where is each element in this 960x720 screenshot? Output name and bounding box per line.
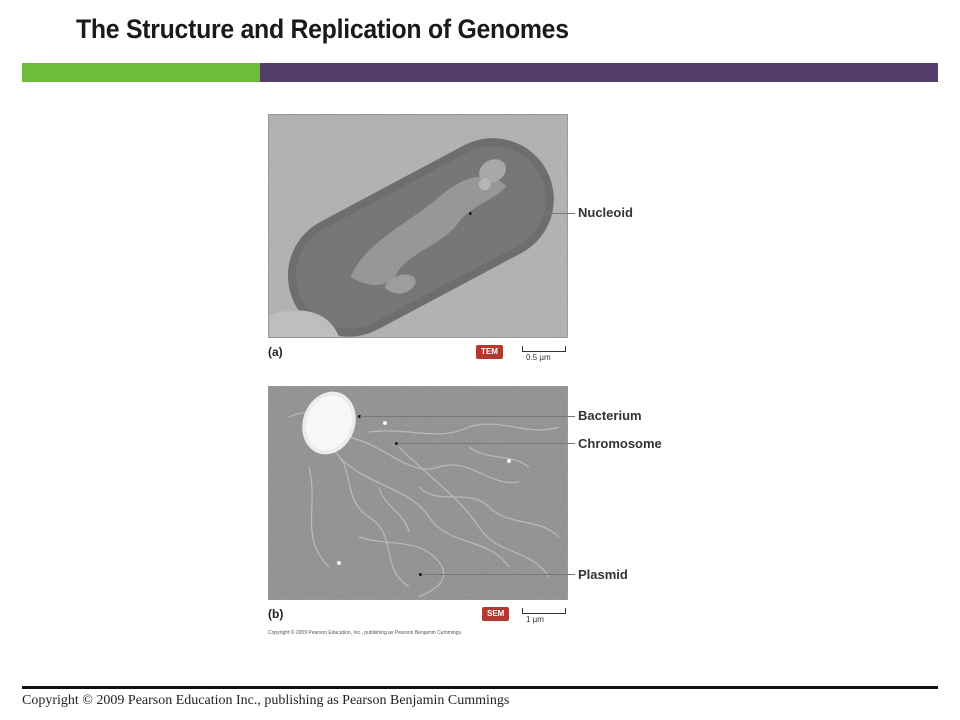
scale-a-text: 0.5 µm — [526, 353, 551, 362]
plasmid-label: Plasmid — [578, 567, 628, 582]
title-bar-green — [22, 63, 260, 82]
bacterium-label: Bacterium — [578, 408, 642, 423]
nucleoid-label: Nucleoid — [578, 205, 633, 220]
title-bar-purple — [260, 63, 938, 82]
footer-divider — [22, 686, 938, 689]
chromosome-leader-line — [397, 443, 575, 444]
chromosome-label: Chromosome — [578, 436, 662, 451]
genome-figure — [264, 110, 704, 640]
scale-b-text: 1 µm — [526, 615, 544, 624]
footer-copyright: Copyright © 2009 Pearson Education Inc., publishing as Pearson Benjamin Cummings — [22, 693, 510, 708]
slide-title: The Structure and Replication of Genomes — [76, 14, 569, 44]
figure-copyright: Copyright © 2009 Pearson Education, Inc., publishing as Pearson Benjamin Cummings. — [268, 630, 463, 636]
tem-micrograph — [268, 114, 568, 338]
panel-b-label: (b) — [268, 607, 284, 621]
bacterium-leader-line — [360, 416, 575, 417]
nucleoid-leader-line — [471, 213, 575, 214]
sem-micrograph — [268, 386, 568, 600]
plasmid-leader-line — [421, 574, 575, 575]
tem-badge: TEM — [476, 345, 503, 359]
sem-badge: SEM — [482, 607, 509, 621]
panel-a-label: (a) — [268, 345, 283, 359]
